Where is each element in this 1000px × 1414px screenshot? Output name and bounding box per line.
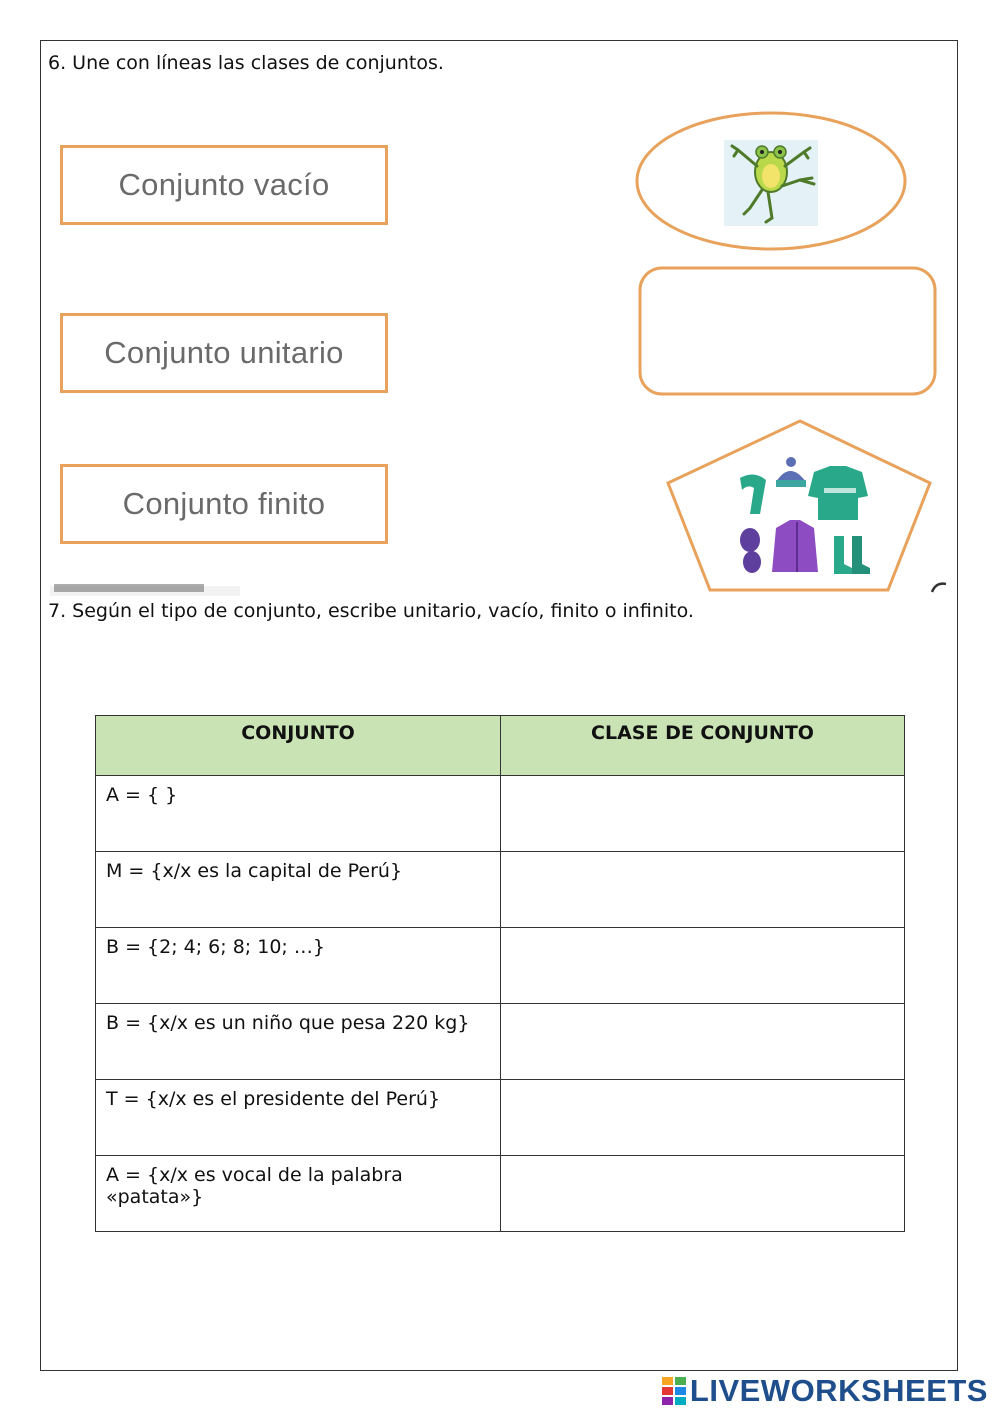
question-7-instruction: 7. Según el tipo de conjunto, escribe unitario, vacío, finito o infinito. [48,600,694,622]
pentagon-clothes-set[interactable] [668,421,930,590]
set-cell: A = {x/x es vocal de la palabra «patata»} [96,1156,501,1232]
header-clase-de-conjunto: CLASE DE CONJUNTO [501,716,905,776]
table-row [96,776,905,852]
table-row [96,852,905,928]
set-cell: A = { } [96,776,501,852]
label-conjunto-unitario[interactable]: Conjunto unitario [60,313,388,393]
set-cell: B = {x/x es un niño que pesa 220 kg} [96,1004,501,1080]
oval-frog-set[interactable] [637,113,905,249]
answer-cell[interactable] [501,928,905,1004]
answer-cell[interactable] [501,776,905,852]
answer-cell[interactable] [501,1080,905,1156]
set-cell: T = {x/x es el presidente del Perú} [96,1080,501,1156]
set-cell: B = {2; 4; 6; 8; 10; …} [96,928,501,1004]
cropped-text-fragment [50,578,250,596]
sets-table [95,715,905,1232]
answer-cell[interactable] [501,1004,905,1080]
liveworksheets-grid-icon [662,1377,686,1405]
table-header-row [96,716,905,776]
label-conjunto-finito[interactable]: Conjunto finito [60,464,388,544]
answer-cell[interactable] [501,852,905,928]
set-cell: M = {x/x es la capital de Perú} [96,852,501,928]
table-row [96,928,905,1004]
liveworksheets-logo [662,1374,988,1408]
table-row [96,1156,905,1232]
header-conjunto: CONJUNTO [96,716,501,776]
liveworksheets-logo-text: LIVEWORKSHEETS [689,1373,988,1408]
answer-cell[interactable] [501,1156,905,1232]
table-row [96,1004,905,1080]
set-shapes [600,100,960,595]
empty-set-rectangle[interactable] [640,268,935,394]
label-conjunto-vacio[interactable]: Conjunto vacío [60,145,388,225]
frog-icon [724,140,818,226]
question-6-instruction: 6. Une con líneas las clases de conjuntos. [48,52,444,74]
table-row [96,1080,905,1156]
